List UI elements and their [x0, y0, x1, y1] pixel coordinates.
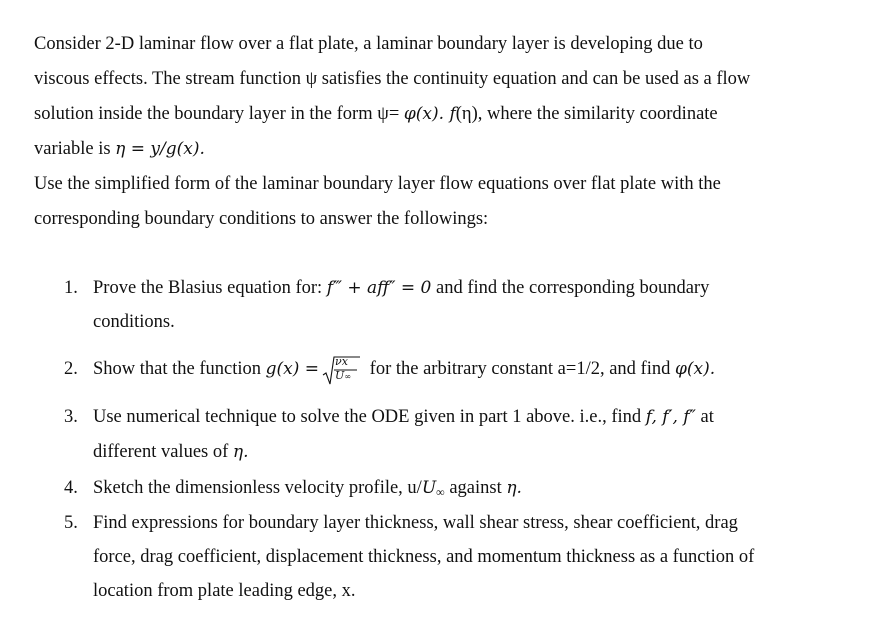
item-4-text-b: against — [444, 478, 507, 498]
item-1-text-b: and find the corresponding boundary — [431, 278, 710, 298]
item-2-line-1 — [93, 353, 715, 385]
intro-line-2: viscous effects. The stream function ψ satisfies the continuity equation and can be used as a flow — [34, 69, 751, 89]
g-function-lhs: g(x) = — [265, 359, 320, 379]
item-5-line-3: location from plate leading edge, x. — [93, 581, 356, 601]
f-derivatives: f, f′, f″ — [645, 407, 696, 427]
intro-line-3 — [34, 103, 718, 125]
item-3-text-a: Use numerical technique to solve the ODE given in part 1 above. i.e., find — [93, 407, 646, 427]
item-3-text-c: different values of — [93, 442, 233, 462]
infinity-subscript: ∞ — [344, 371, 351, 381]
intro-line-1: Consider 2-D laminar flow over a flat plate, a laminar boundary layer is developing due to — [34, 34, 703, 54]
similarity-variable-equation: η = y/g(x). — [115, 139, 205, 159]
eta-argument: (η) — [455, 104, 478, 124]
item-2-text-b: for the arbitrary constant a=1/2, and find — [365, 359, 675, 379]
eta-symbol: η. — [506, 478, 522, 498]
item-1-line-2: conditions. — [93, 312, 175, 332]
intro-line-4 — [34, 138, 205, 160]
psi-symbol: ψ — [377, 104, 389, 124]
item-1-line-1 — [93, 277, 709, 299]
item-2-text-a: Show that the function — [93, 359, 266, 379]
phi-of-x: φ(x). — [674, 359, 716, 379]
sqrt-fraction — [321, 355, 361, 385]
item-4-number: 4. — [64, 478, 78, 498]
item-4-line-1 — [93, 477, 522, 503]
intro-line-5: Use the simplified form of the laminar boundary layer flow equations over flat plate with the — [34, 174, 721, 194]
eta-symbol: η. — [232, 442, 249, 462]
item-5-line-1: Find expressions for boundary layer thickness, wall shear stress, shear coefficient, drag — [93, 513, 738, 533]
intro-line-6: corresponding boundary conditions to answer the followings: — [34, 209, 489, 229]
item-5-line-2: force, drag coefficient, displacement thickness, and momentum thickness as a function of — [93, 547, 755, 567]
item-1-text-a: Prove the Blasius equation for: — [93, 278, 327, 298]
item-3-line-2 — [93, 441, 249, 463]
equals-sign: = — [388, 104, 404, 124]
blasius-equation: f‴ + aff″ = 0 — [326, 278, 432, 298]
intro-line-3-text-a: solution inside the boundary layer in the form — [34, 104, 378, 124]
item-1-number: 1. — [64, 278, 78, 298]
item-3-text-b: at — [695, 407, 714, 427]
u-infinity: U — [421, 478, 437, 498]
item-2-number: 2. — [64, 359, 78, 379]
item-3-number: 3. — [64, 407, 78, 427]
infinity-subscript: ∞ — [436, 485, 445, 499]
item-3-line-1 — [93, 406, 714, 428]
item-5-number: 5. — [64, 513, 78, 533]
phi-f-expression: φ(x). f — [403, 104, 456, 124]
item-4-text-a: Sketch the dimensionless velocity profile, u/ — [93, 478, 422, 498]
intro-line-3-text-b: , where the similarity coordinate — [477, 104, 718, 124]
fraction-denominator — [335, 370, 351, 383]
u-symbol: U — [335, 368, 345, 382]
fraction-numerator: νx — [335, 354, 348, 368]
intro-line-4-text: variable is — [34, 139, 116, 159]
